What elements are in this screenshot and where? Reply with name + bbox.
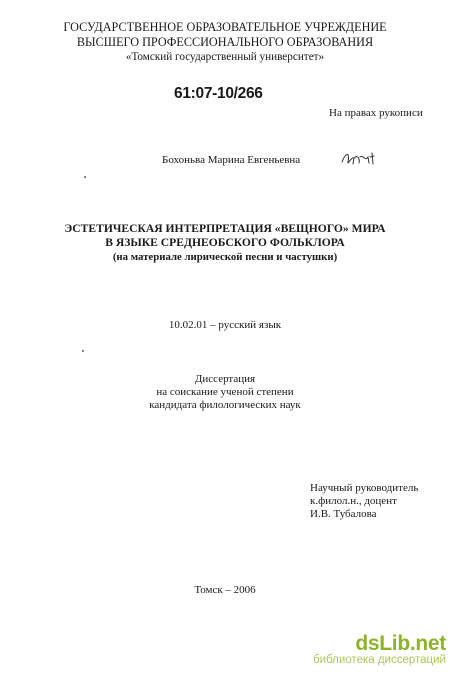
title-line-3: (на материале лирической песни и частушки) [112, 251, 338, 263]
degree-line-1: Диссертация [194, 373, 256, 385]
title-line-2: В ЯЗЫКЕ СРЕДНЕОБСКОГО ФОЛЬКЛОРА [105, 236, 345, 249]
place-year: Томск – 2006 [194, 584, 256, 596]
watermark-subtitle: библиотека диссертаций [313, 654, 446, 666]
degree-line-2: на соискание ученой степени [156, 386, 294, 398]
scan-speck [84, 176, 86, 178]
manuscript-note: На правах рукописи [329, 107, 423, 119]
institution-line-1: ГОСУДАРСТВЕННОЕ ОБРАЗОВАТЕЛЬНОЕ УЧРЕЖДЕНИЕ [63, 20, 387, 34]
supervisor-line-3: И.В. Тубалова [310, 508, 377, 520]
scan-speck [82, 350, 84, 352]
library-code: 61:07-10/266 [174, 85, 263, 102]
institution-line-3: «Томский государственный университет» [125, 51, 325, 63]
watermark [300, 632, 446, 666]
institution-line-2: ВЫСШЕГО ПРОФЕССИОНАЛЬНОГО ОБРАЗОВАНИЯ [76, 35, 374, 49]
degree-line-3: кандидата филологических наук [149, 399, 301, 411]
title-line-1: ЭСТЕТИЧЕСКАЯ ИНТЕРПРЕТАЦИЯ «ВЕЩНОГО» МИРА [64, 222, 386, 235]
author-name: Бохоньва Марина Евгеньевна [162, 154, 301, 166]
supervisor-line-2: к.филол.н., доцент [310, 495, 397, 507]
specialty: 10.02.01 – русский язык [168, 319, 282, 331]
signature [338, 148, 382, 170]
watermark-logo: dsLib.net [355, 632, 446, 655]
supervisor-line-1: Научный руководитель [310, 482, 419, 494]
